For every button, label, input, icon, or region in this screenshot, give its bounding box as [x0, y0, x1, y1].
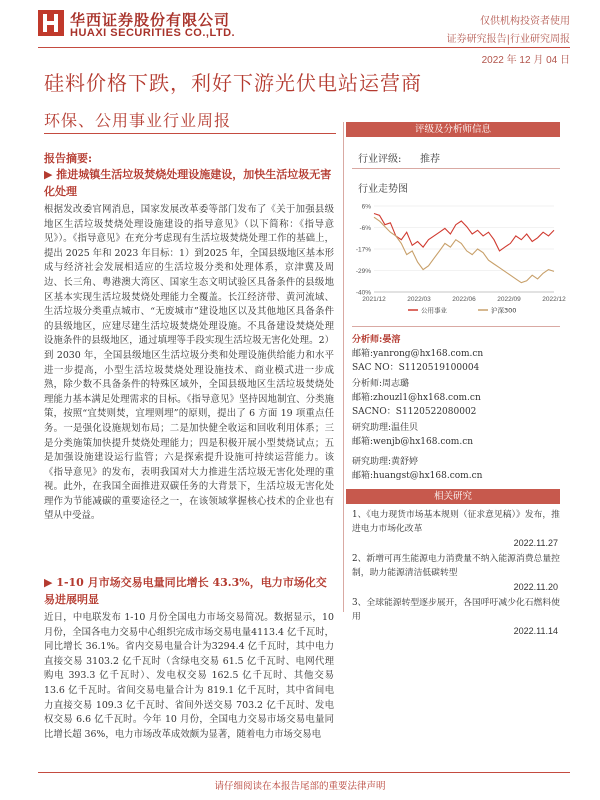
chart-divider [352, 326, 560, 327]
analyst-label: 分析师: [352, 379, 383, 389]
related-item[interactable]: 1、《电力现货市场基本规则（征求意见稿）》发布，推进电力市场化改革 [352, 510, 560, 534]
email-label: 邮箱: [352, 393, 374, 403]
analyst-sac: SACNO：S1120522080002 [352, 407, 477, 417]
rating-value: 推荐 [420, 154, 440, 165]
email-label: 邮箱: [352, 437, 374, 447]
assistant-name: 黄舒婷 [391, 457, 419, 467]
report-date: 2022 年 12 月 04 日 [481, 55, 570, 66]
trend-chart [348, 200, 566, 318]
email-label: 邮箱: [352, 471, 374, 481]
y-tick-label: -6% [359, 225, 371, 232]
section1-heading [44, 166, 334, 200]
x-tick-label: 2022/06 [452, 296, 476, 303]
company-logo-icon [38, 10, 64, 36]
analyst-block-1 [352, 333, 562, 375]
section1-body: 根据发改委官网消息，国家发展改革委等部门发布了《关于加强县级地区生活垃圾焚烧处理设施建设的指导意见》（以下简称：《指导意见》）。《指导意见》在充分考虑现有生活垃圾焚烧处理工作的基础上，提出 2025 年和 2023 年目标：1）到2025 年，全国县级地区基本形成与经济社会发展相适应的生活垃圾分类和处理体系，京津冀及周边、长三角、粤港澳大湾区、国家生态文明试验区具备条件的县级地区基本实现生活垃圾焚烧处理能力全覆盖。长江经济带、黄河流域、生活垃圾分类重点城市、“无废城市”建设地区以及其他地区具备条件的县级地区，应建尽建生活垃圾焚烧处理设施。不具备建设焚烧处理设施条件的县级地区，通过填埋等手段实现生活垃圾无害化处理。2）到 2030 年，全国县级地区生活垃圾分类和处理设施供给能力和水平进一步提高，小型生活垃圾焚烧处理设施技术、商业模式进一步成熟，除少数不具备条件的特殊区域外，全国县级地区生活垃圾焚烧处理能力基本满足处理需求的目标。《指导意见》坚持因地制宜、分类施策，按照“宜焚则焚，宜埋则埋”的原则，提出了 6 方面 19 项重点任务。一是强化设施规划布局；二是加快健全收运和回收利用体系；三是分类施策加快提升焚烧处理能力；四是积极开展小型焚烧试点；五是加强设施建设运行监管；六是探索提升设施可持续运营能力。该《指导意见》的发布，表明我国对大力推进生活垃圾无害化处理的重视。此外，在我国全面推进双碳任务的大背景下，生活垃圾无害化处理作为节能减碳的重要途径之一，在该领域掌握核心技术的企业也有望从中受益。 [44, 204, 334, 522]
assistant-name: 温佳贝 [391, 423, 419, 433]
legend-label: 公用事业 [421, 306, 447, 315]
assistant-email[interactable]: huangst@hx168.com.cn [373, 471, 483, 481]
section2-heading [44, 574, 334, 608]
analyst-name: 晏溶 [382, 335, 401, 345]
related-date: 2022.11.14 [513, 626, 558, 636]
company-name-en: HUAXI SECURITIES CO.,LTD. [70, 27, 236, 39]
analyst-label: 分析师: [352, 335, 383, 345]
y-tick-label: -17% [355, 246, 371, 254]
series-line-2 [374, 217, 554, 283]
assistant-label: 研究助理: [352, 457, 392, 467]
x-tick-label: 2022/03 [407, 296, 431, 303]
related-date: 2022.11.20 [513, 582, 558, 592]
report-subtitle: 环保、公用事业行业周报 [44, 111, 232, 130]
bullet-triangle-icon: ▶ [44, 576, 57, 589]
email-label: 邮箱: [352, 349, 374, 359]
audience-tag: 仅供机构投资者使用 [480, 16, 570, 27]
assistant-email[interactable]: wenjb@hx168.com.cn [373, 437, 474, 447]
rating-panel-header: 评级及分析师信息 [346, 122, 560, 137]
rating-label: 行业评级: [358, 154, 402, 165]
company-name-cn: 华西证券股份有限公司 [70, 11, 231, 29]
summary-label: 报告摘要: [44, 152, 93, 165]
section2-body: 近日，中电联发布 1-10 月份全国电力市场交易简况。数据显示，10 月份，全国各电力交易中心组织完成市场交易电量4113.4 亿千瓦时，同比增长 36.1%。省内交易电量合计为3294.4 亿千瓦时，其中电力直接交易 3103.2 亿千瓦时（含绿电交易 61.5 亿千瓦时、电网代理购电 393.3 亿千瓦时）、发电权交易 162.5 亿千瓦时、其他交易 13.6 亿千瓦时。省间交易电量合计为 819.1 亿千瓦时，其中省间电力直接交易 109.3 亿千瓦时、省间外送交易 703.2 亿千瓦时、发电权交易 6.6 亿千瓦时。今年 10 月份，全国电力交易市场交易电量同比增长超 36%，电力市场改革成效颇为显著，随着电力市场交易电 [44, 612, 334, 740]
section2-heading-text: 1-10 月市场交易电量同比增长 43.3%，电力市场化交易进展明显 [44, 576, 327, 606]
subtitle-underline [44, 133, 336, 134]
legend-label: 沪深300 [491, 306, 517, 315]
assistant-label: 研究助理: [352, 423, 392, 433]
x-tick-label: 2022/12 [542, 296, 566, 303]
analyst-sac: SAC NO：S1120519100004 [352, 363, 480, 373]
assistant-block-1 [352, 421, 562, 449]
assistant-block-2 [352, 455, 562, 483]
related-item[interactable]: 2、新增可再生能源电力消费量不纳入能源消费总量控制，助力能源清洁低碳转型 [352, 554, 560, 578]
y-tick-label: 6% [361, 203, 371, 211]
trend-chart-title: 行业走势图 [358, 184, 408, 195]
bullet-triangle-icon: ▶ [44, 168, 57, 181]
x-tick-label: 2022/09 [497, 296, 521, 303]
footer-divider [38, 772, 570, 773]
related-research-header: 相关研究 [346, 489, 560, 504]
analyst-block-2 [352, 377, 562, 419]
analyst-email[interactable]: zhouzl1@hx168.com.cn [373, 393, 481, 403]
x-tick-label: 2021/12 [362, 296, 386, 303]
sidebar-rule [343, 122, 344, 612]
report-type-tag: 证券研究报告|行业研究周报 [446, 34, 570, 45]
y-tick-label: -29% [355, 268, 371, 275]
related-item[interactable]: 3、全球能源转型逐步展开，各国呼吁减少化石燃料使用 [352, 598, 560, 622]
series-line-1 [374, 214, 554, 251]
analyst-name: 周志璐 [382, 379, 410, 389]
rating-divider [352, 168, 560, 169]
y-tick-label: -40% [355, 289, 371, 297]
section1-heading-text: 推进城镇生活垃圾焚烧处理设施建设，加快生活垃圾无害化处理 [44, 168, 332, 198]
analyst-email[interactable]: yanrong@hx168.com.cn [373, 349, 484, 359]
related-date: 2022.11.27 [513, 538, 558, 548]
legal-notice: 请仔细阅读在本报告尾部的重要法律声明 [214, 781, 386, 792]
report-title: 硅料价格下跌，利好下游光伏电站运营商 [44, 71, 422, 95]
header-divider [38, 47, 570, 48]
